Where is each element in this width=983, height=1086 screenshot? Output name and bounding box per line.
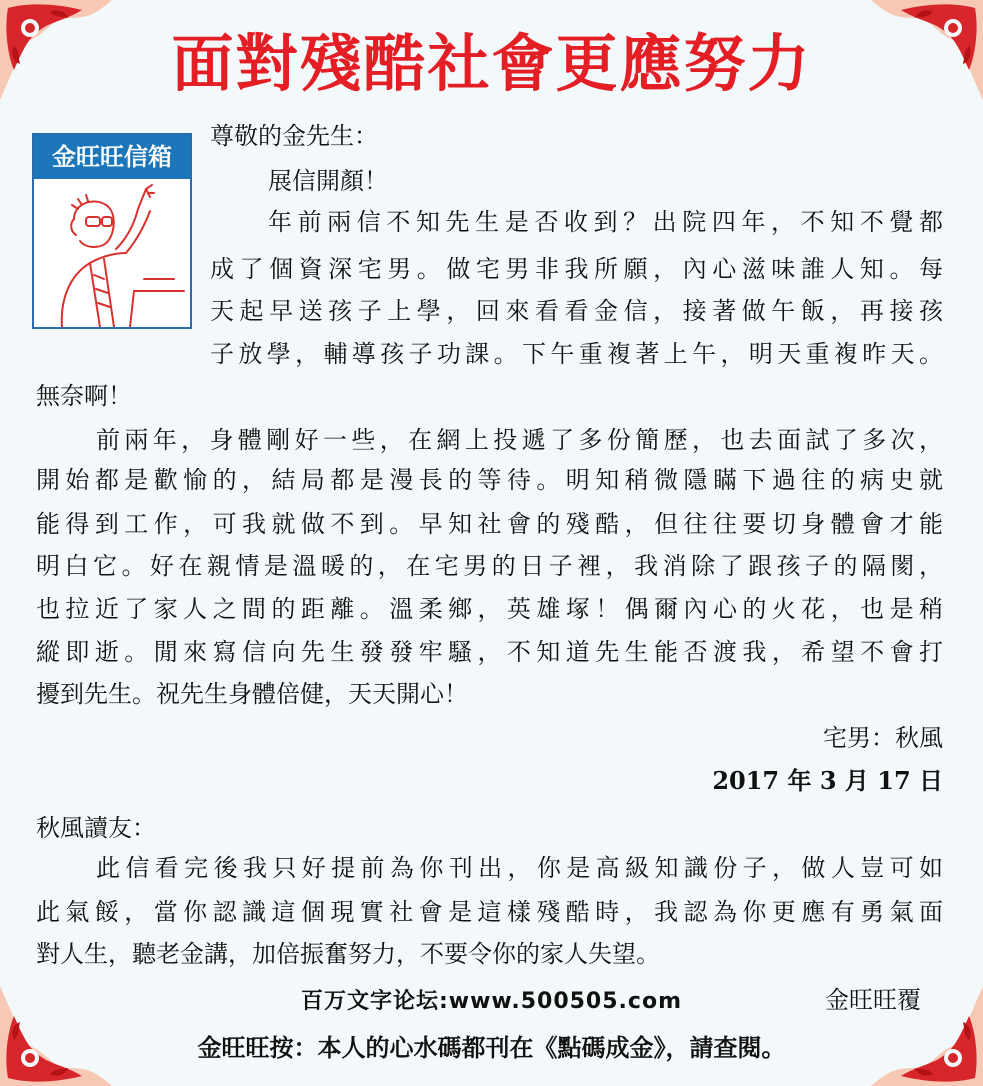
letter-line: 縱即逝。閒來寫信向先生發發牢騷，不知道先生能否渡我，希望不會打: [36, 638, 943, 666]
mailbox-badge: [32, 133, 192, 329]
letter-line: 開始都是歡愉的，結局都是漫長的等待。明知稍微隱瞞下過往的病史就: [36, 466, 943, 494]
letter-salutation: 尊敬的金先生：: [210, 122, 378, 150]
letter-line: 子放學，輔導孩子功課。下午重複著上午，明天重複昨天。: [210, 340, 943, 368]
columnist-illustration: [34, 179, 190, 327]
footer-notice: 金旺旺按：本人的心水碼都刊在《點碼成金》，請查閱。: [197, 1034, 786, 1062]
letter-line: 擾到先生。祝先生身體倍健，天天開心！: [36, 680, 468, 708]
reply-line: 此氣餒，當你認識這個現實社會是這樣殘酷時，我認為你更應有勇氣面: [36, 898, 943, 926]
letter-line: 天起早送孩子上學，回來看看金信，接著做午飯，再接孩: [210, 297, 943, 325]
letter-line: 年前兩信不知先生是否收到？出院四年，不知不覺都: [268, 208, 943, 236]
letter-line: 能得到工作，可我就做不到。早知社會的殘酷，但往往要切身體會才能: [36, 510, 943, 538]
reply-signature: 金旺旺覆: [825, 986, 921, 1014]
mailbox-label: 金旺旺信箱: [34, 135, 190, 179]
letter-greeting: 展信開顏！: [268, 167, 388, 195]
letter-line: 前兩年，身體剛好一些，在網上投遞了多份簡歷，也去面試了多次，: [96, 426, 943, 454]
letter-line: 也拉近了家人之間的距離。溫柔鄉，英雄塚！偶爾內心的火花，也是稍: [36, 595, 943, 623]
letter-line: 成了個資深宅男。做宅男非我所願，內心滋味誰人知。每: [210, 255, 943, 283]
reply-line: 對人生，聽老金講，加倍振奮努力，不要令你的家人失望。: [36, 940, 660, 968]
forum-watermark: 百万文字论坛:www.500505.com: [300, 989, 682, 1014]
reply-line: 此信看完後我只好提前為你刊出，你是高級知識份子，做人豈可如: [96, 854, 943, 882]
letter-signature: 宅男：秋風: [823, 724, 943, 752]
reply-salutation: 秋風讀友：: [36, 814, 156, 842]
letter-line: 無奈啊！: [36, 382, 132, 410]
letter-date: 2017 年 3 月 17 日: [712, 766, 943, 795]
letter-line: 明白它。好在親情是溫暖的，在宅男的日子裡，我消除了跟孩子的隔閡，: [36, 552, 943, 580]
page-title: 面對殘酷社會更應努力: [171, 27, 812, 100]
